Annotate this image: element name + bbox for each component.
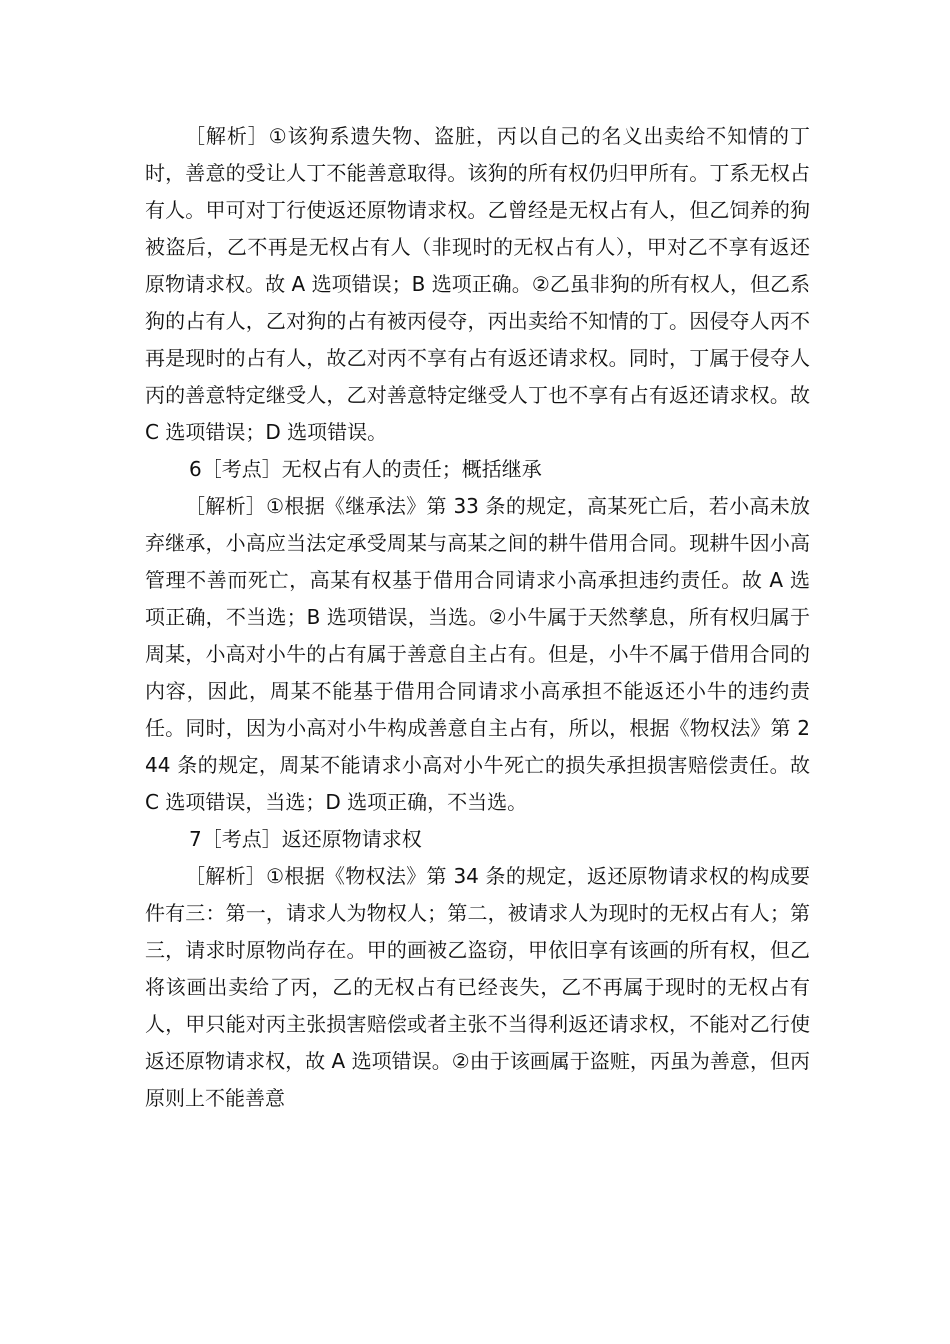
question-7-heading: 7［考点］返还原物请求权 <box>189 827 422 851</box>
analysis-paragraph-5: ［解析］①该狗系遗失物、盗脏，丙以自己的名义出卖给不知情的丁时，善意的受让人丁不能善意取得。该狗的所有权仍归甲所有。丁系无权占有人。甲可对丁行使返还原物请求权。乙曾经是无权占有人，但乙饲养的狗被盗后，乙不再是无权占有人（非现时的无权占有人），甲对乙不享有返还原物请求权。故 A 选项错误；B 选项正确。②乙虽非狗的所有权人，但乙系狗的占有人，乙对狗的占有被丙侵夺，丙出卖给不知情的丁。因侵夺人丙不再是现时的占有人，故乙对丙不享有占有返还请求权。同时，丁属于侵夺人丙的善意特定继受人，乙对善意特定继受人丁也不享有占有返还请求权。故 C 选项错误；D 选项错误。 <box>145 124 810 444</box>
document-page <box>145 118 810 1117</box>
analysis-paragraph-6: ［解析］①根据《继承法》第 33 条的规定，高某死亡后，若小高未放弃继承，小高应当法定承受周某与高某之间的耕牛借用合同。现耕牛因小高管理不善而死亡，高某有权基于借用合同请求小高承担违约责任。故 A 选项正确，不当选；B 选项错误，当选。②小牛属于天然孳息，所有权归属于周某，小高对小牛的占有属于善意自主占有。但是，小牛不属于借用合同的内容，因此，周某不能基于借用合同请求小高承担不能返还小牛的违约责任。同时，因为小高对小牛构成善意自主占有，所以，根据《物权法》第 244 条的规定，周某不能请求小高对小牛死亡的损失承担损害赔偿责任。故 C 选项错误，当选；D 选项正确，不当选。 <box>145 494 810 814</box>
analysis-paragraph-7: ［解析］①根据《物权法》第 34 条的规定，返还原物请求权的构成要件有三：第一，请求人为物权人；第二，被请求人为现时的无权占有人；第三，请求时原物尚存在。甲的画被乙盗窃，甲依旧享有该画的所有权，但乙将该画出卖给了丙，乙的无权占有已经丧失，乙不再属于现时的无权占有人，甲只能对丙主张损害赔偿或者主张不当得利返还请求权，不能对乙行使返还原物请求权，故 A 选项错误。②由于该画属于盗赃，丙虽为善意，但丙原则上不能善意 <box>145 864 810 1110</box>
question-6-heading: 6［考点］无权占有人的责任；概括继承 <box>189 457 542 481</box>
